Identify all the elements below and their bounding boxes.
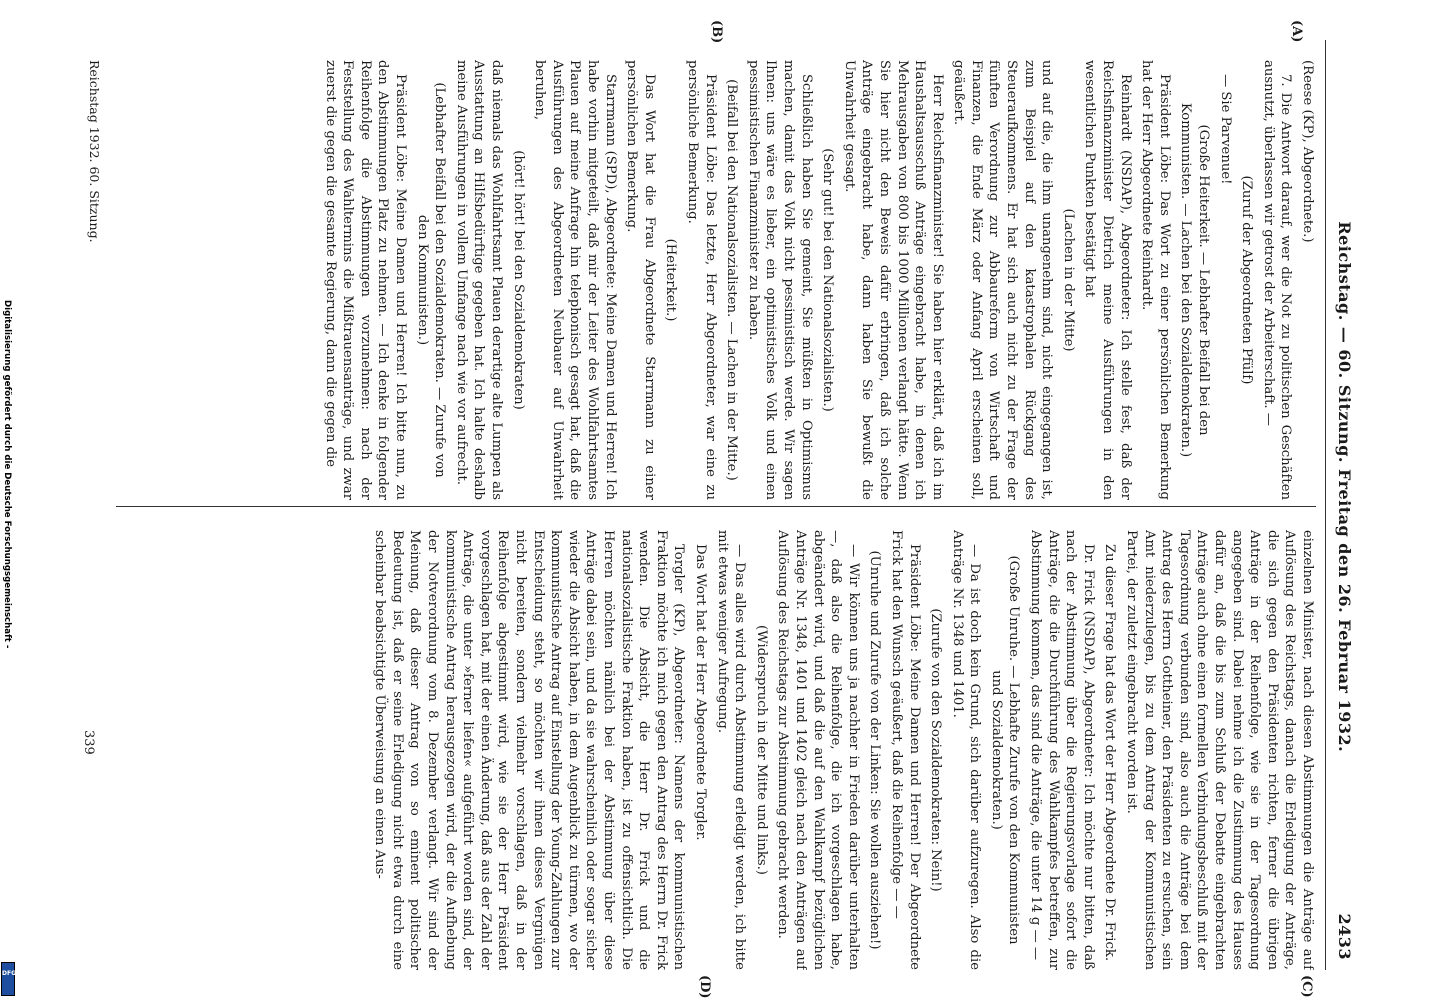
interjection: (Große Heiterkeit. — Lebhafter Beifall bei den Kommunisten. — Lachen bei den Sozialdemokraten.) — [1178, 102, 1212, 458]
paragraph: — Wir können uns ja nachher in Frieden darüber unterhalten —, daß also die Reihenfolge, die ich vorgeschlagen habe, abgeändert wird, und daß die auf den Wahlkampf bezüglichen Anträge Nr. 1348, 1401 und 1402 gleich nach den Anträgen auf Auflösung des Reichstags zur Abstimmung gebracht werden. — [775, 530, 861, 970]
interjection: (Lebhafter Beifall bei den Sozialdemokraten. — Zurufe von den Kommunisten.) — [414, 82, 448, 478]
header-rule — [1325, 40, 1326, 970]
paragraph: Schließlich haben Sie gemeint, Sie müßten in Optimismus machen, damit das Volk nicht pessimistisch werde. Wir sagen Ihnen: uns wäre es lieber, ein optimistisches Volk und einen pessimistischen Finanzminister zu haben. — [745, 60, 814, 500]
margin-mark-a: (A) — [1289, 20, 1304, 43]
paragraph: (Reese (KP), Abgeordnete.) — [1300, 60, 1315, 243]
footer-session: Reichstag 1932. 60. Sitzung. — [87, 60, 102, 243]
interjection: (hört! hört! bei den Sozialdemokraten) — [510, 150, 526, 410]
footer-sheet-number: 339 — [81, 730, 96, 755]
paragraph: und auf die, die ihm unangenehm sind, nicht eingegangen ist, zum Beispiel auf den katastrophalen Rückgang des Steueraufkommens. Er hat sich auch nicht zu der Frage der fünften Verordnung zur Abbaureform von Wirtschaft und Finanzen, die Ende März oder Anfang April erscheinen soll, geäußert. — [951, 60, 1055, 500]
interjection: (Sehr gut! bei den Nationalsozialisten.) — [820, 148, 836, 412]
paragraph: — Das alles wird durch Abstimmung erledigt werden, ich bitte mit etwas weniger Aufregung. — [714, 530, 748, 970]
paragraph: Präsident Löbe: Meine Damen und Herren! Der Abgeordnete Frick hat den Wunsch geäußert, daß die Reihenfolge — — — [888, 530, 922, 970]
paragraph: Reinhardt (NSDAP), Abgeordneter: Ich stelle fest, daß der Reichsfinanzminister Dietrich meine Ausführungen in den wesentlichen Punkten bestätigt hat — [1082, 60, 1133, 500]
paragraph: Torgler (KP), Abgeordneter: Namens der kommunistischen Fraktion möchte ich mich gegen den Antrag des Herrn Dr. Frick wenden. Die Absicht, die Herr Dr. Frick und die nationalsozialistische Fraktion haben, ist zu offensichtlich. Die Herren möchten nämlich bei der Abstimmung über diese Anträge dabei sein, und da sie wahrscheinlich oder sogar sicher wieder die Absicht haben, in dem Augenblick zu türmen, wo der kommunistische Antrag auf Einstellung der Young-Zahlungen zur Entscheidung steht, so möchten wir ihnen dieses Vergnügen nicht bereiten, sondern vielmehr vorschlagen, daß in der Reihenfolge abgestimmt wird, wie sie der Herr Präsident vorgeschlagen hat, mit der einen Änderung, daß aus der Zahl der Anträge, die unter »ferner liefen« aufgeführt worden sind, der kommunistische Antrag herausgezogen wird, der die Aufhebung der Notverordnung vom 8. Dezember verlangt. Wir sind der Meinung, daß dieser Antrag von so eminent politischer Bedeutung ist, daß er seine Erledigung nicht etwa durch eine scheinbar beabsichtigte Überweisung an einen Aus- — [372, 530, 687, 970]
interjection: (Heiterkeit.) — [663, 238, 679, 322]
interjection: (Lachen in der Mitte) — [1060, 208, 1076, 352]
margin-mark-c: (C) — [1299, 975, 1314, 998]
paragraph: Das Wort hat der Herr Abgeordnete Torgler. — [693, 544, 708, 841]
paragraph: Das Wort hat die Frau Abgeordnete Starrmann zu einer persönlichen Bemerkung. — [624, 60, 657, 500]
paragraph: Dr. Frick (NSDAP), Abgeordneter: Ich möchte nur bitten, daß nach der Abstimmung über die Regierungsvorlage sofort die Anträge, die die Durchführung des Wahlkampfes betreffen, zur Abstimmung kommen, das sind die Anträge, die unter 14 g — — — [1028, 530, 1096, 970]
paragraph: — Da ist doch kein Grund, sich darüber aufzuregen. Also die Anträge Nr. 1348 und 1401. — [949, 530, 983, 970]
column-divider — [116, 506, 1316, 507]
header-page-number: 2433 — [1335, 913, 1354, 960]
paragraph: einzelnen Minister, nach diesen Abstimmungen die Anträge auf Auflösung des Reichstags, danach die Erledigung der Anträge, die sich gegen den Präsidenten richten, ferner die übrigen Anträge in der Reihenfolge, wie sie in der Tagesordnung angegeben sind. Dabei nehme ich die Zustimmung des Hauses dafür an, daß die bis zum Schluß der Debatte eingebrachten Anträge auch ohne einen formellen Verbindungsbeschluß mit der Tagesordnung verbunden sind, also auch die Anträge bei dem Antrag des Herrn Gottheiner, den Präsidenten zu ersuchen, sein Amt niederzulegen, bis zu dem Antrag der Kommunistischen Partei, der zuletzt eingebracht worden ist. — [1124, 530, 1315, 970]
interjection: (Unruhe und Zurufe von der Linken: Sie wollen ausziehen!) — [867, 550, 883, 950]
paragraph: Zu dieser Frage hat das Wort der Herr Abgeordnete Dr. Frick. — [1102, 544, 1118, 962]
paragraph: — Sie Parvenue! — [1217, 74, 1233, 185]
interjection: (Zuruf der Abgeordneten Pfülf) — [1239, 175, 1255, 385]
dfg-logo — [1, 962, 15, 996]
paragraph: Präsident Löbe: Das letzte, Herr Abgeordneter, war eine zu persönliche Bemerkung. — [685, 60, 718, 500]
paragraph: Präsident Löbe: Meine Damen und Herren! Ich bitte nun, zu den Abstimmungen Platz zu nehmen. — Ich denke in folgender Reihenfolge die Abstimmungen vorzunehmen: nach der Feststellung des Wahltermins die Mißtrauensanträge, und zwar zuerst die gegen die gesamte Regierung, dann die gegen die — [322, 60, 409, 500]
paragraph: daß niemals das Wohlfahrtsamt Plauen derartige alte Lumpen als Ausstattung an Hilfsbedürftige gegeben hat. Ich halte deshalb meine Ausführungen in vollem Umfange nach wie vor aufrecht. — [453, 60, 505, 500]
interjection: (Beifall bei den Nationalsozialisten. — Lachen in der Mitte.) — [724, 79, 740, 481]
page-header — [1335, 60, 1354, 960]
interjection: (Zurufe von den Sozialdemokraten: Nein!) — [928, 608, 944, 892]
paragraph: 7. Die Antwort darauf, wer die Not zu politischen Geschäften ausnutzt, überlassen wir getrost der Arbeiterschaft. — — [1260, 60, 1294, 500]
paragraph: Herr Reichsfinanzminister! Sie haben hier erklärt, daß ich im Haushaltsausschuß Anträge eingebracht habe, in denen ich Mehrausgaben von 800 bis 1000 Millionen verlangt hätte. Wenn Sie hier nicht den Beweis dafür erbringen, daß ich solche Anträge eingebracht habe, dann haben Sie bewußt die Unwahrheit gesagt. — [841, 60, 945, 500]
margin-mark-b: (B) — [709, 20, 724, 44]
left-column — [116, 60, 1316, 500]
header-title: Reichstag. — 60. Sitzung. Freitag den 26. Februar 1932. — [1335, 221, 1354, 753]
interjection: (Große Unruhe. — Lebhafte Zurufe von den Kommunisten und Sozialdemokraten.) — [988, 555, 1022, 945]
margin-mark-d: (D) — [697, 975, 712, 999]
right-column — [116, 530, 1316, 970]
credit-text: Digitalisierung gefördert durch die Deutsche Forschungsgemeinschaft - — [2, 300, 12, 649]
paragraph: Präsident Löbe: Das Wort zu einer persönlichen Bemerkung hat der Herr Abgeordnete Reinhardt. — [1139, 60, 1172, 500]
funding-credit — [0, 300, 17, 1000]
interjection: (Widerspruch in der Mitte und links.) — [753, 625, 769, 875]
paragraph: Starrmann (SPD), Abgeordnete: Meine Damen und Herren! Ich habe vorhin mitgeteilt, daß mir der Leiter des Wohlfahrtsamtes Plauen auf meine Anfrage hin telephonisch gesagt hat, daß die Ausführungen des Abgeordneten Neubauer auf Unwahrheit beruhen, — [532, 60, 618, 500]
dfg-logo-label: DFG — [2, 970, 17, 977]
